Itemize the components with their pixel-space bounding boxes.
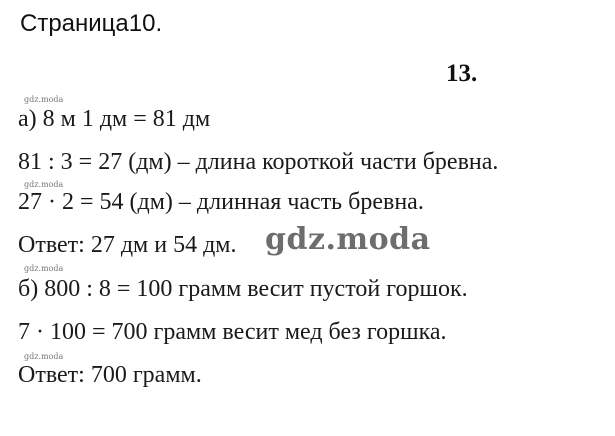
page-title: Страница10. xyxy=(20,10,163,37)
watermark-large: gdz.moda xyxy=(265,222,431,257)
solution-b-answer: Ответ: 700 грамм. xyxy=(18,362,202,388)
solution-a-answer: Ответ: 27 дм и 54 дм. xyxy=(18,232,237,258)
solution-a-line-3: 27 · 2 = 54 (дм) – длинная часть бревна. xyxy=(18,189,424,215)
watermark-small: gdz.moda xyxy=(24,352,64,361)
task-number: 13. xyxy=(446,60,478,87)
watermark-small: gdz.moda xyxy=(24,264,64,273)
watermark-small: gdz.moda xyxy=(24,95,64,104)
solution-b-line-1: б) 800 : 8 = 100 грамм весит пустой горшок. xyxy=(18,276,468,302)
solution-a-line-1: а) 8 м 1 дм = 81 дм xyxy=(18,106,211,132)
solution-a-line-2: 81 : 3 = 27 (дм) – длина короткой части бревна. xyxy=(18,149,499,175)
watermark-small: gdz.moda xyxy=(24,180,64,189)
solution-b-line-2: 7 · 100 = 700 грамм весит мед без горшка. xyxy=(18,319,447,345)
